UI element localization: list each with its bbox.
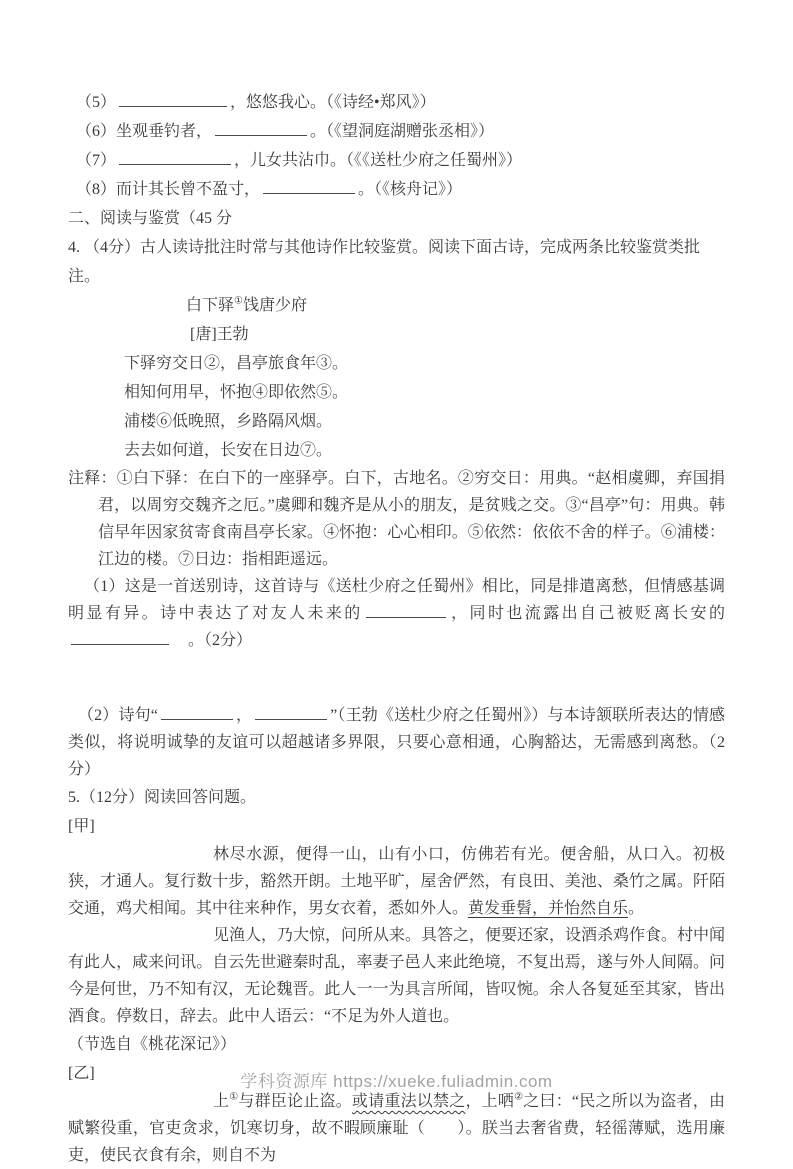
passage-yi-label: [乙] — [68, 1065, 95, 1082]
passage-text: ，上哂 — [465, 1093, 515, 1110]
footer — [0, 1067, 793, 1092]
poem-notes: 注释：①白下驿：在白下的一座驿亭。白下，古地名。②穷交日：用典。“赵相虞卿，弃国捐君，以周穷交魏齐之厄。”虞卿和魏齐是从小的朋友，是贫贱之交。③“昌亭”句：用典。韩信早年因家贫寄食南昌亭长家。④怀抱：心心相印。⑤依然：依依不舍的样子。⑥浦楼：江边的楼。⑦日边：指相距遥远。 — [68, 470, 725, 568]
item-number: （6） — [76, 123, 117, 140]
poem-line: 浦楼⑥低晚照，乡路隔风烟。 — [124, 413, 333, 430]
section-title: 二、阅读与鉴赏（45 分 — [68, 210, 233, 227]
poem-title-text: 白下驿 — [186, 297, 235, 314]
passage-jia-para2: 见渔人，乃大惊，问所从来。具答之，便要还家，设酒杀鸡作食。村中闻有此人，咸来问讯。自云先世避秦时乱，率妻子邑人来此绝境，不复出焉，遂与外人间隔。问今是何世，乃不知有汉，无论魏晋。此人一一为具言所闻，皆叹惋。余人各复延至其家，皆出酒食。停数日，辞去。此中人语云：“不足为外人道也。 — [68, 927, 726, 1025]
question-4-1 — [68, 573, 725, 654]
item-text: ，儿女共沾巾。（《《送杜少府之任蜀州》） — [234, 152, 523, 169]
answer-blank — [119, 91, 227, 107]
dictation-item-6 — [68, 117, 725, 146]
passage-jia-source: （节选自《桃花深记》） — [68, 1036, 237, 1053]
dictation-item-8 — [68, 175, 725, 204]
question-text: ，同时也流露出自己被贬离长安的 — [448, 605, 725, 622]
answer-blank — [71, 629, 169, 645]
footnote-marker: ② — [514, 1091, 524, 1103]
question-text: ”（王勃《送杜少府之任蜀州》）与本诗颔联所表达的情感类似，将说明诚挚的友谊可以超越诸多界限，只要心意相通，心胸豁达，无需感到离愁。（2分） — [68, 707, 725, 778]
underlined-passage-text: 黄发垂髫，并怡然自乐 — [468, 900, 629, 917]
question-5-stem: 5.（12分）阅读回答问题。 — [68, 789, 257, 806]
answer-blank — [161, 704, 233, 720]
poem-line: 下驿穷交日②，昌亭旅食年③。 — [124, 355, 349, 372]
question-4-stem: 4. （4分）古人读诗批注时常与其他诗作比较鉴赏。阅读下面古诗，完成两条比较鉴赏类批注。 — [68, 239, 701, 285]
answer-blank — [263, 178, 355, 194]
poem-line: 相知何用早，怀抱④即依然⑤。 — [124, 384, 349, 401]
passage-jia-para1 — [68, 841, 725, 922]
item-text: ，悠悠我心。（《诗经•郑风》） — [230, 94, 436, 111]
item-pre-text: 而计其长曾不盈寸， — [116, 181, 261, 198]
question-text: ， — [235, 707, 253, 724]
question-4-2 — [68, 702, 725, 783]
answer-blank — [255, 704, 327, 720]
passage-text: 与群臣论止盗。 — [238, 1093, 352, 1110]
footnote-marker: ① — [229, 1091, 239, 1103]
answer-blank — [215, 120, 307, 136]
item-number: （7） — [76, 152, 117, 169]
poem-title-text: 饯唐少府 — [242, 297, 307, 314]
passage-text: 上 — [213, 1093, 230, 1110]
dictation-item-5 — [68, 88, 725, 117]
item-text: 。（《望洞庭湖赠张丞相》） — [310, 123, 495, 140]
item-text: 。（《核舟记》） — [358, 181, 463, 198]
wavy-underlined-passage-text: 或请重法以禁之 — [351, 1093, 466, 1110]
answer-blank — [366, 602, 446, 618]
footer-text: 学科资源库 https://xueke.fuliadmin.com — [240, 1072, 553, 1091]
question-text: 。（2分） — [172, 632, 253, 649]
poem-line: 去去如何道，长安在日边⑦。 — [124, 442, 333, 459]
passage-text: 林尽水源，便得一山，山有小口，仿佛若有光。便舍船，从口入。初极狭，才通人。复行数十步，豁然开朗。土地平旷，屋舍俨然，有良田、美池、桑竹之属。阡陌交通，鸡犬相闻。其中往来种作，男女衣着，悉如外人。 — [68, 846, 725, 917]
item-pre-text: 坐观垂钓者， — [116, 123, 213, 140]
question-text: （1）这是一首送别诗，这首诗与《送杜少府之任蜀州》相比，同是排遣离愁，但情感基调明显有异。诗中表达了对友人未来的 — [68, 578, 725, 622]
item-number: （8） — [76, 181, 117, 198]
poem-title — [68, 291, 725, 320]
passage-text: 。 — [628, 900, 645, 917]
passage-text: 之曰：“民之所以为盗者，由赋繁役重，官吏贪求，饥寒切身，故不暇顾廉耻（ ）。朕当去奢省费，轻徭薄赋，选用廉吏，使民衣食有余，则自不为 — [68, 1093, 725, 1164]
dictation-item-7 — [68, 146, 725, 175]
question-text: （2）诗句“ — [78, 707, 158, 724]
poem-author: [唐]王勃 — [190, 326, 249, 343]
item-number: （5） — [76, 94, 117, 111]
footnote-marker: ① — [234, 295, 243, 307]
answer-blank — [119, 149, 231, 165]
passage-jia-label: [甲] — [68, 818, 95, 835]
passage-yi-para1 — [68, 1088, 725, 1169]
